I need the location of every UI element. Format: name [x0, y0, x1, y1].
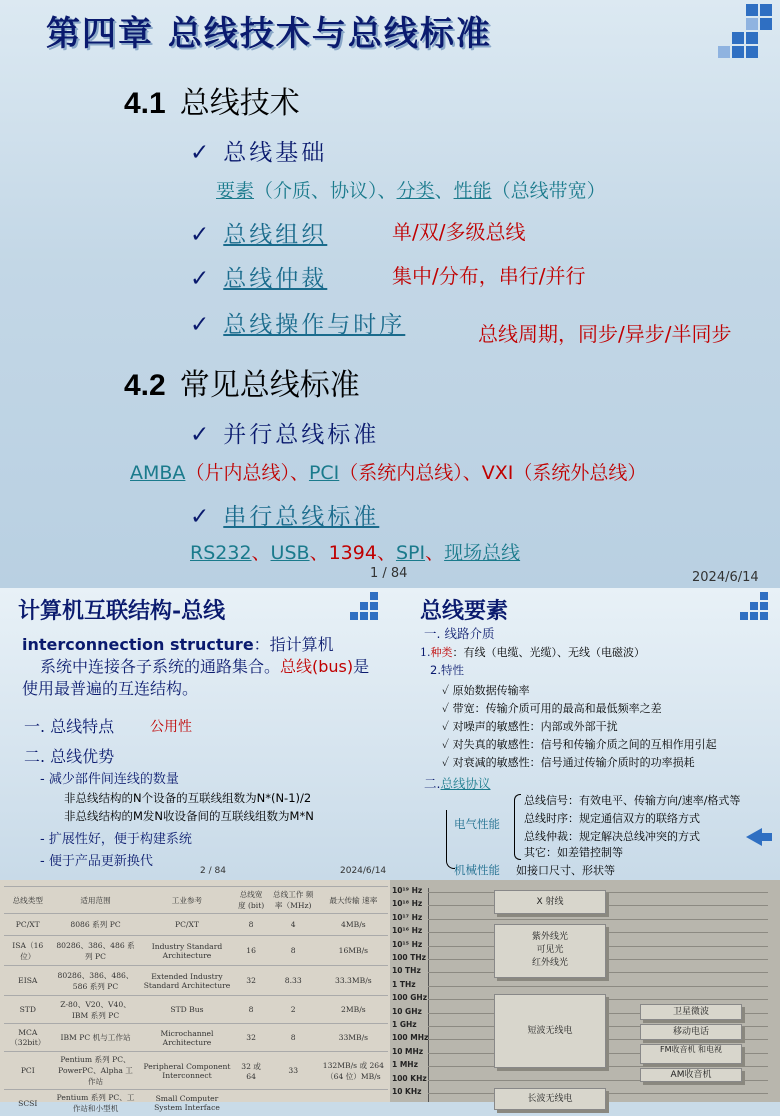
mechanical-note: 如接口尺寸、形状等 — [516, 862, 615, 878]
decor-squares — [346, 592, 386, 628]
frequency-label: 1 THz — [392, 980, 416, 989]
section-4-2 — [124, 360, 360, 404]
advantage-heading: 二. 总线优势 — [24, 744, 114, 767]
item-bus-basics: ✓ 总线基础 — [190, 134, 327, 167]
table-row: ISA（16 位） 80286、386、486 系列 PC Industry Standard Architecture 16 8 16MB/s — [4, 936, 388, 966]
mechanical-label: 机械性能 — [454, 862, 500, 878]
link-fieldbus[interactable]: 现场总线 — [444, 542, 520, 564]
frequency-label: 10¹⁶ Hz — [392, 926, 422, 935]
advantage-1: - 减少部件间连线的数量 — [40, 768, 179, 787]
section-label: 总线技术 — [180, 86, 300, 121]
table-header-row — [4, 887, 388, 914]
column-header: 工业参考 — [139, 887, 234, 914]
band-shortwave: 短波无线电 — [494, 994, 606, 1068]
frequency-label: 1 GHz — [392, 1020, 417, 1029]
protocol-heading[interactable]: 二.总线协议 — [424, 774, 491, 792]
frequency-label: 100 KHz — [392, 1074, 427, 1083]
slide-date: 2024/6/14 — [692, 570, 759, 585]
check-icon: ✓ — [190, 422, 209, 448]
slide-title: 总线要素 — [420, 594, 508, 625]
check-icon: ✓ — [190, 312, 209, 338]
item-bus-timing[interactable]: ✓ 总线操作与时序 — [190, 306, 405, 339]
table-row: PCI Pentium 系列 PC、PowerPC、Alpha 工作站 Peripheral Component Interconnect 32 或 64 33 132MB/s 或 264（64 位）MB/s — [4, 1052, 388, 1090]
spectrum-image — [390, 880, 780, 1102]
frequency-label: 100 GHz — [392, 993, 427, 1002]
band-satellite: 卫星微波 — [640, 1004, 742, 1020]
table-row: STD Z-80、V20、V40、IBM 系列 PC STD Bus 8 2 2MB/s — [4, 996, 388, 1024]
frequency-label: 10¹⁷ Hz — [392, 913, 422, 922]
link-classification[interactable]: 分类 — [397, 180, 435, 202]
frequency-label: 10¹⁵ Hz — [392, 940, 422, 949]
serial-list: RS232、USB、1394、SPI、现场总线 — [190, 538, 520, 565]
timing-note: 总线周期，同步/异步/半同步 — [478, 318, 731, 347]
brace-outer-icon — [446, 810, 455, 869]
elec-1: 总线信号：有效电平、传输方向/速率/格式等 — [524, 792, 740, 808]
slide-interconnect — [0, 588, 390, 880]
band-optical: 紫外线光 可见光 红外线光 — [494, 924, 606, 978]
link-spi[interactable]: SPI — [396, 542, 425, 564]
check-icon: ✓ — [190, 222, 209, 248]
section-number: 4.2 — [124, 369, 166, 402]
parallel-list: AMBA（片内总线）、PCI（系统内总线）、VXI（系统外总线） — [130, 458, 646, 485]
slide-date: 2024/6/14 — [340, 866, 386, 876]
link-amba[interactable]: AMBA — [130, 462, 185, 484]
slide-bus-elements — [390, 588, 780, 880]
decor-squares — [706, 4, 776, 64]
frequency-gridline — [428, 919, 768, 920]
advantage-1a: 非总线结构的N个设备的互联线组数为N*(N-1)/2 — [64, 790, 311, 806]
slide-title: 第四章 总线技术与总线标准 — [46, 6, 492, 55]
table-row: MCA（32bit） IBM PC 机与工作站 Microchannel Architecture 32 8 33MB/s — [4, 1024, 388, 1052]
band-longwave: 长波无线电 — [494, 1088, 606, 1110]
frequency-label: 10 MHz — [392, 1047, 423, 1056]
bus-table — [4, 886, 388, 1116]
link-pci[interactable]: PCI — [309, 462, 339, 484]
frequency-gridline — [428, 986, 768, 987]
check-icon: ✓ — [190, 140, 209, 166]
column-header: 总线宽度 (bit) — [234, 887, 267, 914]
table-row: EISA 80286、386、486、586 系列 PC Extended Industry Standard Architecture 32 8.33 33.3MB/s — [4, 966, 388, 996]
section-label: 常见总线标准 — [180, 368, 360, 403]
band-xray: X 射线 — [494, 890, 606, 914]
item-bus-arbitration[interactable]: ✓ 总线仲裁 — [190, 260, 327, 293]
prop-1: ✓ 原始数据传输率 — [442, 682, 530, 698]
frequency-label: 10¹⁸ Hz — [392, 899, 422, 908]
feature-note: 公用性 — [150, 716, 192, 736]
brace-icon — [514, 794, 521, 860]
elec-2: 总线时序：规定通信双方的联络方式 — [524, 810, 700, 826]
prop-5: ✓ 对衰减的敏感性：信号通过传输介质时的功率损耗 — [442, 754, 695, 770]
page-number: 1 / 84 — [370, 566, 407, 581]
column-header: 总线工作 频率（MHz) — [268, 887, 319, 914]
organization-note: 单/双/多级总线 — [392, 216, 525, 245]
link-usb[interactable]: USB — [271, 542, 310, 564]
link-rs232[interactable]: RS232 — [190, 542, 252, 564]
check-icon: ✓ — [190, 266, 209, 292]
vxi: VXI — [482, 462, 514, 484]
advantage-2: - 扩展性好，便于构建系统 — [40, 828, 192, 847]
prop-4: ✓ 对失真的敏感性：信号和传输介质之间的互相作用引起 — [442, 736, 717, 752]
check-icon: ✓ — [442, 756, 453, 769]
band-fm: FM收音机 和电视 — [640, 1044, 742, 1064]
item-parallel-standards: ✓ 并行总线标准 — [190, 416, 379, 449]
check-icon: ✓ — [190, 504, 209, 530]
advantage-1b: 非总线结构的M发N收设备间的互联线组数为M*N — [64, 808, 314, 824]
link-performance[interactable]: 性能 — [454, 180, 492, 202]
bus-table-image — [0, 880, 390, 1102]
electrical-label: 电气性能 — [454, 816, 500, 832]
column-header: 适用范围 — [52, 887, 140, 914]
frequency-label: 10 THz — [392, 966, 421, 975]
frequency-label: 1 MHz — [392, 1060, 418, 1069]
medium-kind: 1.种类：有线（电缆、光缆）、无线（电磁波） — [420, 644, 645, 660]
frequency-label: 10 GHz — [392, 1007, 422, 1016]
medium-heading: 一. 线路介质 — [424, 624, 494, 642]
arbitration-note: 集中/分布，串行/并行 — [392, 260, 585, 289]
band-mobile: 移动电话 — [640, 1024, 742, 1040]
table-row: PC/XT 8086 系列 PC PC/XT 8 4 4MB/s — [4, 914, 388, 936]
elec-3: 总线仲裁：规定解决总线冲突的方式 — [524, 828, 700, 844]
definition: interconnection structure：指计算机 系统中连接各子系统的通路集合。总线(bus)是使用最普遍的互连结构。 — [22, 634, 372, 700]
frequency-label: 10 KHz — [392, 1087, 422, 1096]
check-icon: ✓ — [442, 702, 453, 715]
band-am: AM收音机 — [640, 1068, 742, 1082]
feature-heading: 一. 总线特点 — [24, 714, 114, 737]
section-number: 4.1 — [124, 87, 166, 120]
item-bus-organization[interactable]: ✓ 总线组织 — [190, 216, 327, 249]
item-serial-standards[interactable]: ✓ 串行总线标准 — [190, 498, 379, 531]
column-header: 总线类型 — [4, 887, 52, 914]
slide-title: 计算机互联结构-总线 — [18, 594, 225, 625]
medium-props: 2.特性 — [430, 662, 464, 678]
prop-3: ✓ 对噪声的敏感性：内部或外部干扰 — [442, 718, 618, 734]
check-icon: ✓ — [442, 738, 453, 751]
elements-line: 要素（介质、协议）、分类、性能（总线带宽） — [216, 176, 606, 203]
frequency-label: 100 MHz — [392, 1033, 428, 1042]
back-arrow-tail[interactable] — [760, 833, 772, 841]
column-header: 最大传输 速率 — [319, 887, 388, 914]
link-elements[interactable]: 要素 — [216, 180, 254, 202]
table-row: SCSI Pentium 系列 PC、工作站和小型机 Small Computer System Interface — [4, 1090, 388, 1116]
check-icon: ✓ — [442, 720, 453, 733]
advantage-3: - 便于产品更新换代 — [40, 850, 153, 869]
section-4-1 — [124, 78, 300, 122]
page-number: 2 / 84 — [200, 866, 226, 876]
frequency-label: 100 THz — [392, 953, 426, 962]
check-icon: ✓ — [442, 684, 453, 697]
frequency-label: 10¹⁹ Hz — [392, 886, 422, 895]
prop-2: ✓ 带宽：传输介质可用的最高和最低频率之差 — [442, 700, 662, 716]
decor-squares — [736, 592, 776, 628]
elec-4: 其它：如差错控制等 — [524, 844, 623, 860]
